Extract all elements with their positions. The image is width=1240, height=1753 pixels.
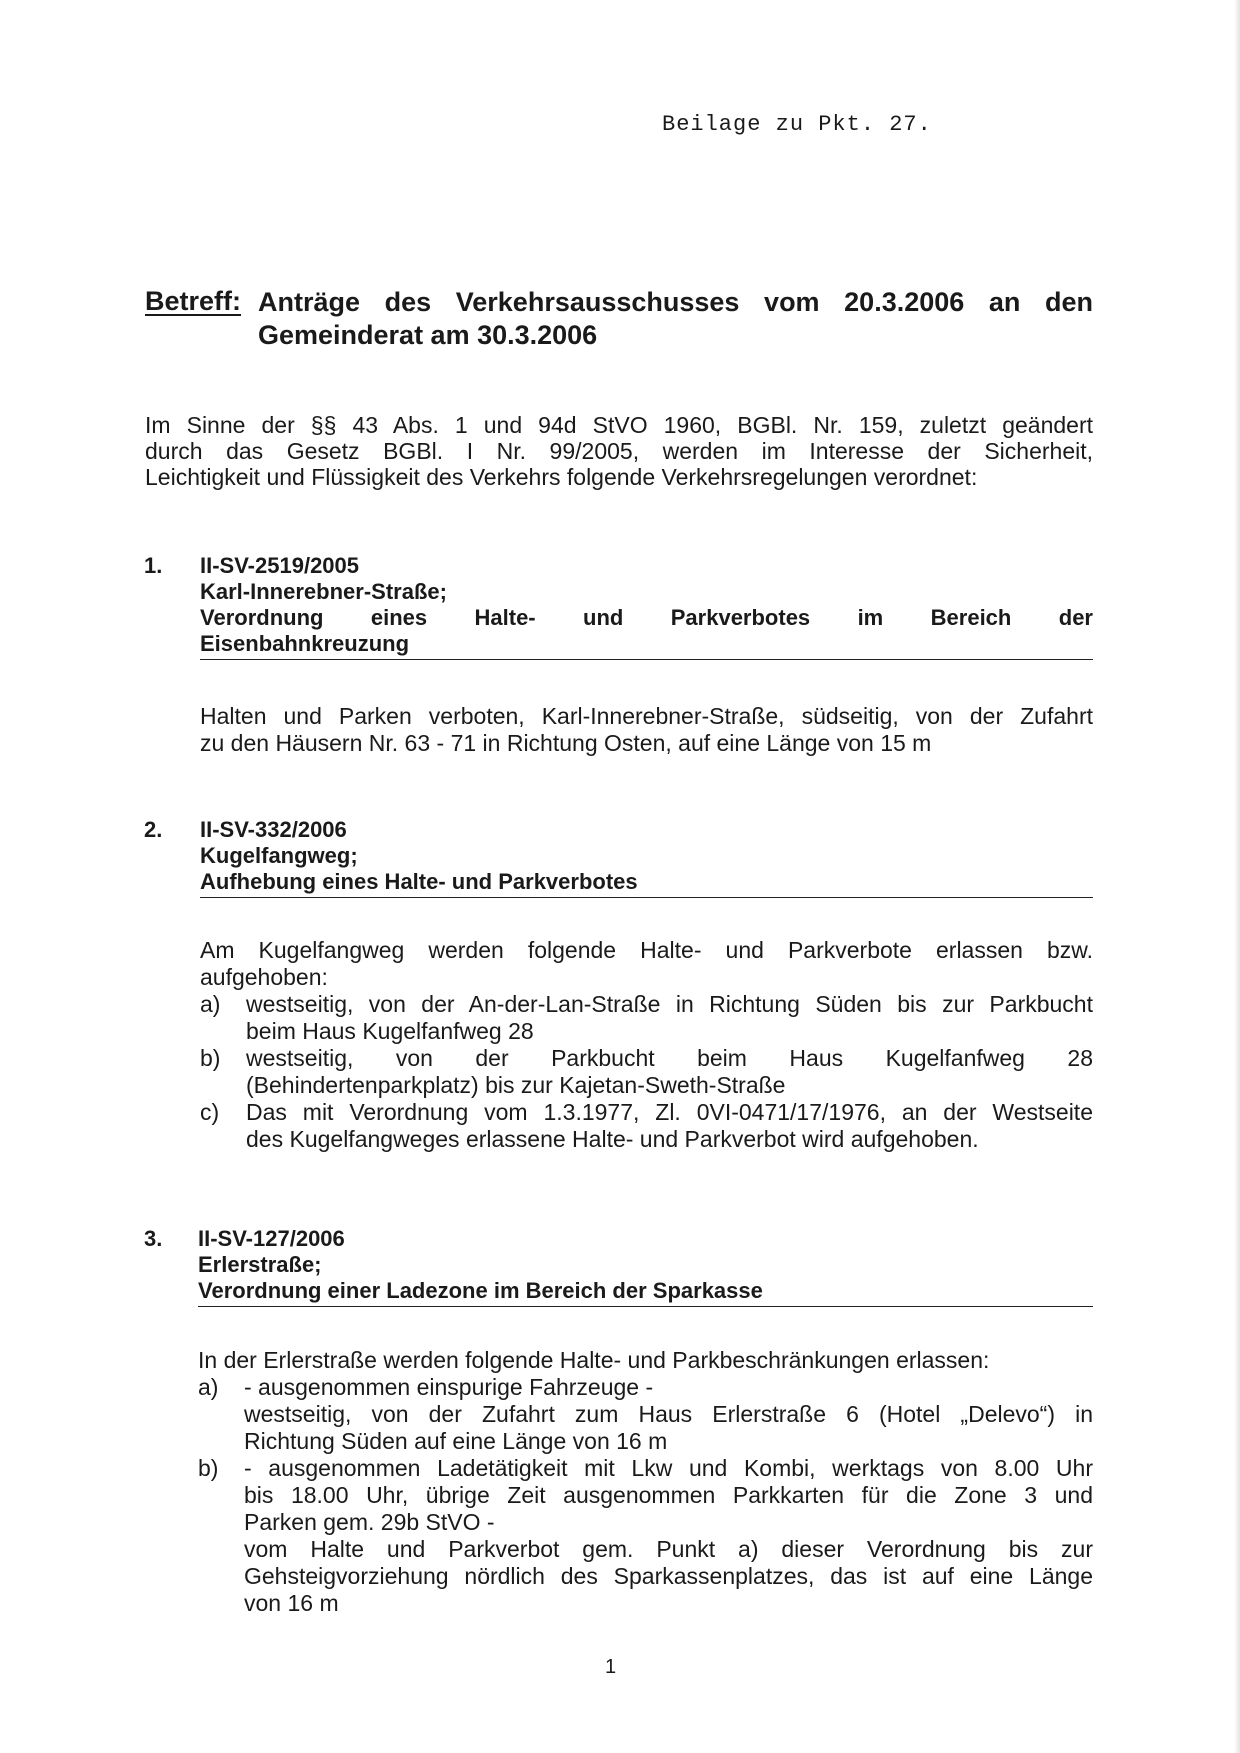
subject-line-2: Gemeinderat am 30.3.2006 — [258, 320, 598, 350]
item-3-sub-a-line-2: westseitig, von der Zufahrt zum Haus Erlerstraße 6 (Hotel „Delevo“) in — [244, 1401, 1093, 1427]
item-2-sub-c-line-2: des Kugelfangweges erlassene Halte- und Parkverbot wird aufgehoben. — [246, 1126, 979, 1152]
item-2-sub-b-label: b) — [200, 1045, 221, 1071]
item-2-sub-b-line-2: (Behindertenparkplatz) bis zur Kajetan-Sweth-Straße — [246, 1072, 786, 1098]
item-3-sub-a-line-1: - ausgenommen einspurige Fahrzeuge - — [244, 1374, 654, 1400]
item-2-sub-b-line-1: westseitig, von der Parkbucht beim Haus Kugelfanfweg 28 — [246, 1045, 1093, 1071]
item-1-body-line-2: zu den Häusern Nr. 63 - 71 in Richtung Osten, auf eine Länge von 15 m — [200, 730, 932, 756]
intro-paragraph — [145, 412, 1093, 490]
item-2-body — [200, 937, 1093, 1153]
subject-label: Betreff: — [145, 286, 242, 316]
intro-line-2: durch das Gesetz BGBl. I Nr. 99/2005, werden im Interesse der Sicherheit, — [145, 438, 1093, 464]
item-1-heading — [200, 553, 1093, 660]
item-3-body — [198, 1347, 1093, 1617]
intro-line-1: Im Sinne der §§ 43 Abs. 1 und 94d StVO 1960, BGBl. Nr. 159, zuletzt geändert — [145, 412, 1093, 438]
item-1-body-line-1: Halten und Parken verboten, Karl-Innerebner-Straße, südseitig, von der Zufahrt — [200, 703, 1093, 729]
item-2-sub-a-label: a) — [200, 991, 221, 1017]
item-2-sub-a-line-2: beim Haus Kugelfanfweg 28 — [246, 1018, 534, 1044]
page-number: 1 — [605, 1656, 617, 1678]
item-2-number: 2. — [144, 817, 163, 842]
attachment-note: Beilage zu Pkt. 27. — [662, 112, 932, 137]
item-2-intro-line-2: aufgehoben: — [200, 964, 328, 990]
item-1-body — [200, 703, 1093, 757]
item-2-title-line-1: Aufhebung eines Halte- und Parkverbotes — [200, 869, 638, 894]
item-3-sub-b-line-6: von 16 m — [244, 1590, 339, 1616]
item-3-sub-b-label: b) — [198, 1455, 219, 1481]
item-3-heading — [198, 1226, 1093, 1307]
item-2-street: Kugelfangweg; — [200, 843, 358, 868]
item-2-sub-a — [200, 991, 1093, 1045]
item-2-heading — [200, 817, 1093, 898]
item-2-sub-c-line-1: Das mit Verordnung vom 1.3.1977, Zl. 0VI-0471/17/1976, an der Westseite — [246, 1099, 1093, 1125]
item-3-title-line-1: Verordnung einer Ladezone im Bereich der Sparkasse — [198, 1278, 763, 1303]
item-3-sub-b — [198, 1455, 1093, 1617]
item-3-sub-b-line-2: bis 18.00 Uhr, übrige Zeit ausgenommen Parkkarten für die Zone 3 und — [244, 1482, 1093, 1508]
item-3-sub-a — [198, 1374, 1093, 1455]
item-2-sub-c — [200, 1099, 1093, 1153]
item-3-intro-line-1: In der Erlerstraße werden folgende Halte- und Parkbeschränkungen erlassen: — [198, 1347, 990, 1373]
item-1-title-line-2: Eisenbahnkreuzung — [200, 631, 410, 656]
item-2-code: II-SV-332/2006 — [200, 817, 347, 842]
item-3-number: 3. — [144, 1226, 163, 1251]
item-2-sub-c-label: c) — [200, 1099, 220, 1125]
item-3-code: II-SV-127/2006 — [198, 1226, 345, 1251]
item-1-title-line-1: Verordnung eines Halte- und Parkverbotes im Bereich der — [200, 605, 1093, 630]
intro-line-3: Leichtigkeit und Flüssigkeit des Verkehrs folgende Verkehrsregelungen verordnet: — [145, 464, 978, 490]
item-2-intro-line-1: Am Kugelfangweg werden folgende Halte- und Parkverbote erlassen bzw. — [200, 937, 1093, 963]
item-3-sub-b-line-4: vom Halte und Parkverbot gem. Punkt a) dieser Verordnung bis zur — [244, 1536, 1093, 1562]
item-1-number: 1. — [144, 553, 163, 578]
item-3-sub-a-label: a) — [198, 1374, 219, 1400]
item-2-sub-a-line-1: westseitig, von der An-der-Lan-Straße in Richtung Süden bis zur Parkbucht — [246, 991, 1093, 1017]
item-3-sub-a-line-3: Richtung Süden auf eine Länge von 16 m — [244, 1428, 668, 1454]
subject-line-1: Anträge des Verkehrsausschusses vom 20.3.2006 an den — [258, 287, 1093, 317]
item-1-street: Karl-Innerebner-Straße; — [200, 579, 447, 604]
scan-edge — [1234, 0, 1240, 1753]
item-3-street: Erlerstraße; — [198, 1252, 322, 1277]
item-2-sub-b — [200, 1045, 1093, 1099]
item-3-sub-b-line-5: Gehsteigvorziehung nördlich des Sparkassenplatzes, das ist auf eine Länge — [244, 1563, 1093, 1589]
item-3-sub-b-line-3: Parken gem. 29b StVO - — [244, 1509, 495, 1535]
item-3-sub-b-line-1: - ausgenommen Ladetätigkeit mit Lkw und Kombi, werktags von 8.00 Uhr — [244, 1455, 1093, 1481]
subject-title — [258, 286, 1093, 352]
item-1-code: II-SV-2519/2005 — [200, 553, 360, 578]
